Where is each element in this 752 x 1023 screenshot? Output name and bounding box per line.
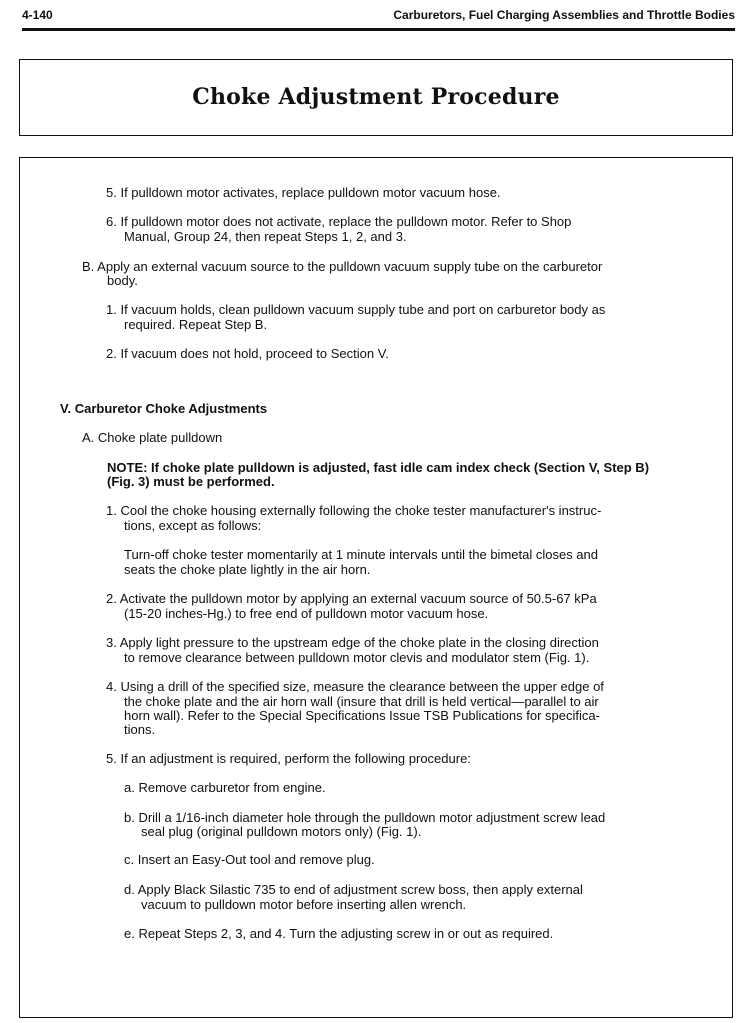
title-box [19, 59, 733, 136]
substep-d-line-1: d. Apply Black Silastic 735 to end of adjustment screw boss, then apply external [124, 882, 583, 897]
page-header [22, 8, 735, 30]
step-a1-para-line-2: seats the choke plate lightly in the air horn. [124, 562, 371, 577]
page-title: Choke Adjustment Procedure [192, 84, 560, 110]
step-a4-line-3: horn wall). Refer to the Special Specifications Issue TSB Publications for specifica- [124, 708, 600, 723]
step-a1-line-2: tions, except as follows: [124, 518, 262, 533]
step-a3-line-2: to remove clearance between pulldown motor clevis and modulator stem (Fig. 1). [124, 650, 590, 665]
step-a4-line-2: the choke plate and the air horn wall (insure that drill is held vertical—parallel to air [124, 694, 599, 709]
step-a2-line-2: (15-20 inches-Hg.) to free end of pulldown motor vacuum hose. [124, 606, 489, 621]
step-b-line-2: body. [107, 273, 138, 288]
header-rule [22, 28, 735, 31]
substep-a: a. Remove carburetor from engine. [124, 780, 326, 795]
step-6-line-2: Manual, Group 24, then repeat Steps 1, 2, and 3. [124, 229, 407, 244]
section-v-heading: V. Carburetor Choke Adjustments [60, 401, 268, 416]
step-a3-line-1: 3. Apply light pressure to the upstream edge of the choke plate in the closing direction [106, 635, 599, 650]
step-b-line-1: B. Apply an external vacuum source to the pulldown vacuum supply tube on the carburetor [82, 259, 603, 274]
step-a-heading: A. Choke plate pulldown [82, 430, 223, 445]
step-a5: 5. If an adjustment is required, perform the following procedure: [106, 751, 471, 766]
substep-d-line-2: vacuum to pulldown motor before inserting allen wrench. [141, 897, 467, 912]
running-title: Carburetors, Fuel Charging Assemblies and Throttle Bodies [393, 8, 735, 22]
note-line-2: (Fig. 3) must be performed. [107, 474, 275, 489]
substep-b-line-1: b. Drill a 1/16-inch diameter hole through the pulldown motor adjustment screw lead [124, 810, 606, 825]
step-b1-line-1: 1. If vacuum holds, clean pulldown vacuum supply tube and port on carburetor body as [106, 302, 606, 317]
page-number: 4-140 [22, 8, 53, 22]
step-6-line-1: 6. If pulldown motor does not activate, replace the pulldown motor. Refer to Shop [106, 214, 572, 229]
step-a4-line-1: 4. Using a drill of the specified size, measure the clearance between the upper edge of [106, 679, 604, 694]
step-5: 5. If pulldown motor activates, replace pulldown motor vacuum hose. [106, 185, 501, 200]
step-b1-line-2: required. Repeat Step B. [124, 317, 268, 332]
step-b2: 2. If vacuum does not hold, proceed to Section V. [106, 346, 389, 361]
step-a1-line-1: 1. Cool the choke housing externally following the choke tester manufacturer's instruc- [106, 503, 602, 518]
step-a1-para-line-1: Turn-off choke tester momentarily at 1 minute intervals until the bimetal closes and [124, 547, 598, 562]
substep-b-line-2: seal plug (original pulldown motors only) (Fig. 1). [141, 824, 422, 839]
note-line-1: NOTE: If choke plate pulldown is adjusted, fast idle cam index check (Section V, Step B) [107, 460, 650, 475]
step-a4-line-4: tions. [124, 722, 156, 737]
step-a2-line-1: 2. Activate the pulldown motor by applying an external vacuum source of 50.5-67 kPa [106, 591, 597, 606]
substep-e: e. Repeat Steps 2, 3, and 4. Turn the adjusting screw in or out as required. [124, 926, 554, 941]
substep-c: c. Insert an Easy-Out tool and remove plug. [124, 852, 375, 867]
